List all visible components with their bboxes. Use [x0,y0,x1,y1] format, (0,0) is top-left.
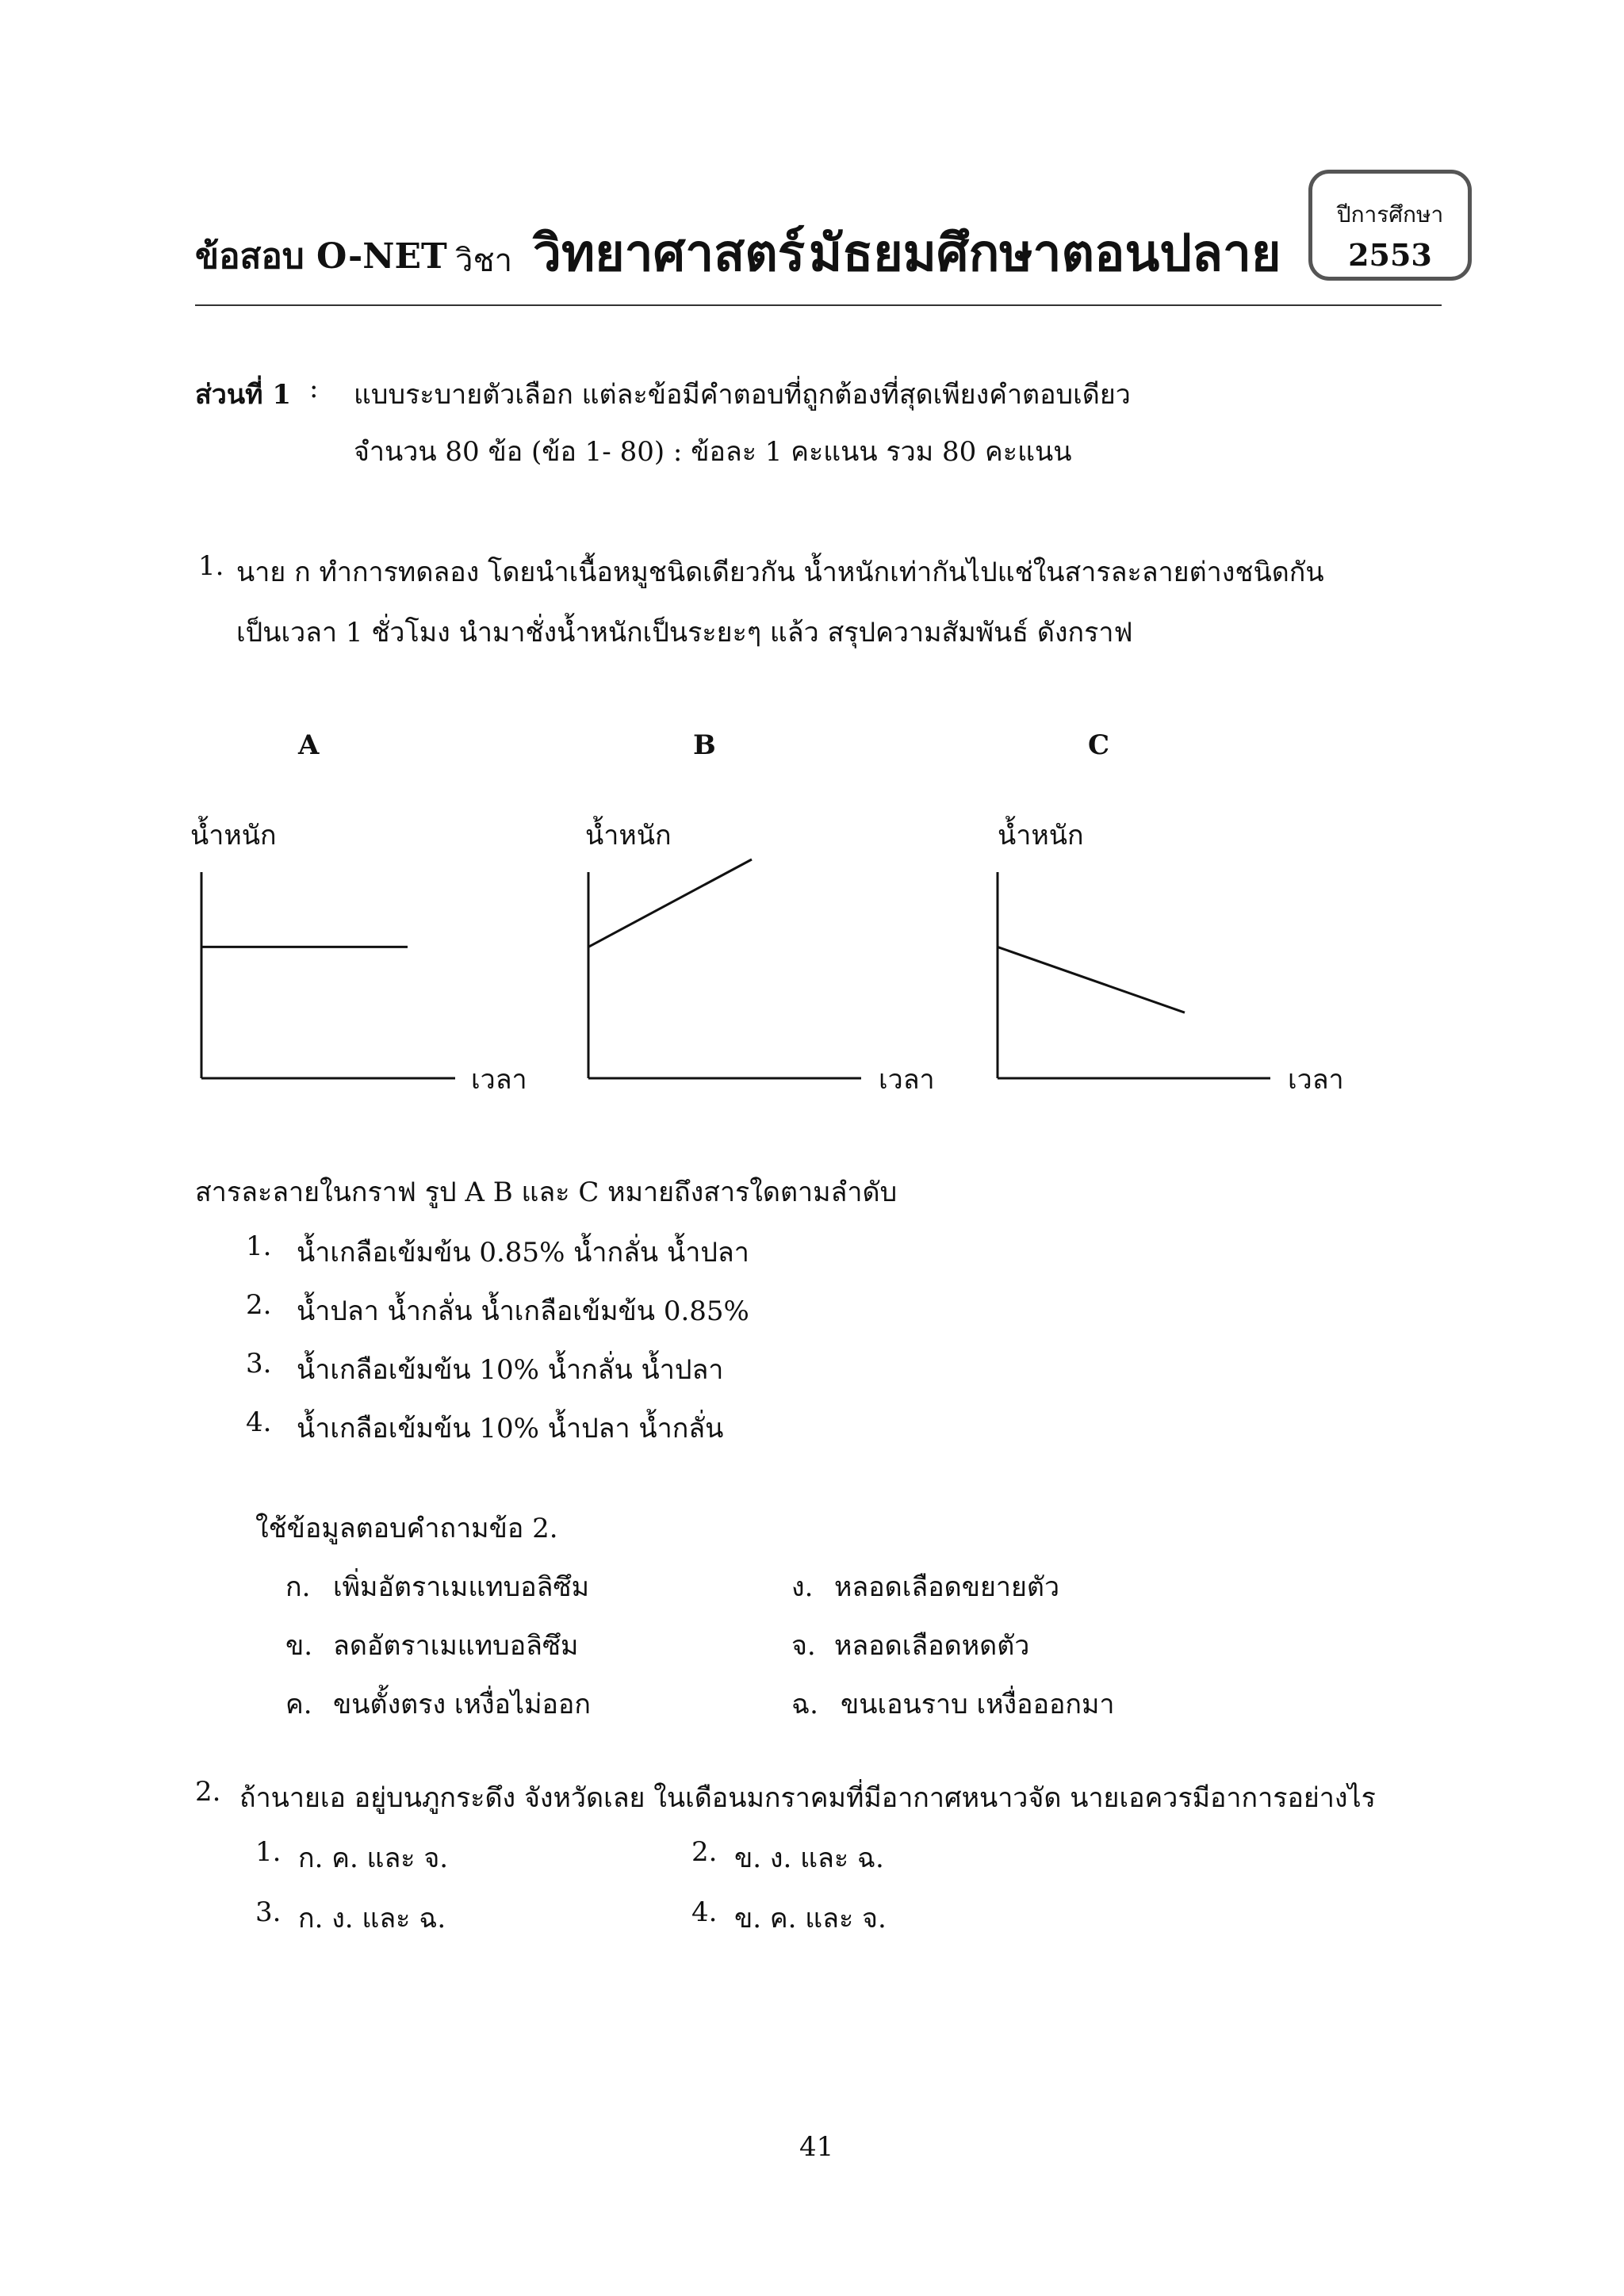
section-desc-1: แบบระบายตัวเลือก แต่ละข้อมีคำตอบที่ถูกต้องที่สุดเพียงคำตอบเดียว [354,379,1131,411]
graph-b-xlabel: เวลา [879,1064,935,1096]
q1-choice-2-num: 2. [246,1289,272,1321]
q2-choice-4-text: ข. ค. และ จ. [734,1903,887,1934]
info-key-ngo: ง. [791,1571,814,1603]
q1-choice-4-num: 4. [246,1406,272,1438]
graph-b-ylabel: น้ำหนัก [585,820,672,851]
q1-choice-3-num: 3. [246,1348,272,1380]
q2-number: 2. [195,1776,221,1808]
section-label: ส่วนที่ 1 [195,379,291,411]
graph-b-series-line [588,859,752,947]
header-title-prefix: ข้อสอบ O-NET [195,236,447,277]
q2-choice-1-num: 1. [255,1836,282,1868]
info-key-chaw: ฉ. [791,1689,818,1720]
section-colon: : [309,373,319,404]
header-subject-label: วิชา [455,243,513,279]
q2-choice-2-num: 2. [691,1836,718,1868]
info-key-ko: ก. [285,1571,311,1603]
graph-a-xlabel: เวลา [471,1064,527,1096]
q1-choice-2-text: น้ำปลา น้ำกลั่น น้ำเกลือเข้มข้น 0.85% [297,1295,749,1327]
q1-line-2: เป็นเวลา 1 ชั่วโมง นำมาชั่งน้ำหนักเป็นระยะๆ แล้ว สรุปความสัมพันธ์ ดังกราฟ [236,617,1133,649]
header-subject: วิทยาศาสตร์ [533,224,806,283]
q2-choice-3-text: ก. ง. และ ฉ. [298,1903,446,1934]
graph-c-series-line [998,947,1185,1012]
graph-c-xlabel: เวลา [1288,1064,1344,1096]
graph-c-ylabel: น้ำหนัก [998,820,1084,851]
q1-choice-3-text: น้ำเกลือเข้มข้น 10% น้ำกลั่น น้ำปลา [297,1354,724,1386]
info-text-ko: เพิ่มอัตราเมแทบอลิซึม [333,1571,589,1603]
q1-question: สารละลายในกราฟ รูป A B และ C หมายถึงสารใดตามลำดับ [195,1177,898,1208]
graph-a-ylabel: น้ำหนัก [190,820,277,851]
q1-choice-1-text: น้ำเกลือเข้มข้น 0.85% น้ำกลั่น น้ำปลา [297,1237,749,1269]
graph-b-title: B [693,729,716,761]
info-text-kho: ลดอัตราเมแทบอลิซึม [333,1630,579,1662]
q1-number: 1. [198,550,224,582]
q2-choice-1-text: ก. ค. และ จ. [298,1843,449,1874]
q2-choice-3-num: 3. [255,1896,282,1928]
q1-choice-1-num: 1. [246,1230,272,1262]
q1-line-1: นาย ก ทำการทดลอง โดยนำเนื้อหมูชนิดเดียวกัน น้ำหนักเท่ากันไปแช่ในสารละลายต่างชนิดกัน [236,557,1324,588]
graph-c-title: C [1088,729,1110,761]
q2-choice-4-num: 4. [691,1896,718,1928]
year-label: ปีการศึกษา [1336,201,1444,228]
header-divider [195,304,1442,306]
year-value: 2553 [1348,237,1432,273]
q2-text: ถ้านายเอ อยู่บนภูกระดึง จังหวัดเลย ในเดือนมกราคมที่มีอากาศหนาวจัด นายเอควรมีอาการอย่างไร [239,1782,1376,1814]
q1-choice-4-text: น้ำเกลือเข้มข้น 10% น้ำปลา น้ำกลั่น [297,1413,724,1445]
page-number: 41 [799,2131,834,2163]
info-text-kho-khwai: ขนตั้งตรง เหงื่อไม่ออก [333,1689,591,1720]
info-text-ngo: หลอดเลือดขยายตัว [834,1571,1060,1603]
info-key-kho-khwai: ค. [285,1689,312,1720]
info-key-cho: จ. [791,1630,816,1662]
info-text-chaw: ขนเอนราบ เหงื่อออกมา [841,1689,1115,1720]
graph-a-title: A [298,729,320,761]
info-intro: ใช้ข้อมูลตอบคำถามข้อ 2. [255,1513,558,1544]
info-key-kho: ข. [285,1630,313,1662]
section-desc-2: จำนวน 80 ข้อ (ข้อ 1- 80) : ข้อละ 1 คะแนน รวม 80 คะแนน [354,436,1072,468]
header-level: มัธยมศึกษาตอนปลาย [809,224,1281,283]
info-text-cho: หลอดเลือดหดตัว [834,1630,1030,1662]
q2-choice-2-text: ข. ง. และ ฉ. [734,1843,884,1874]
year-box [1308,170,1472,281]
